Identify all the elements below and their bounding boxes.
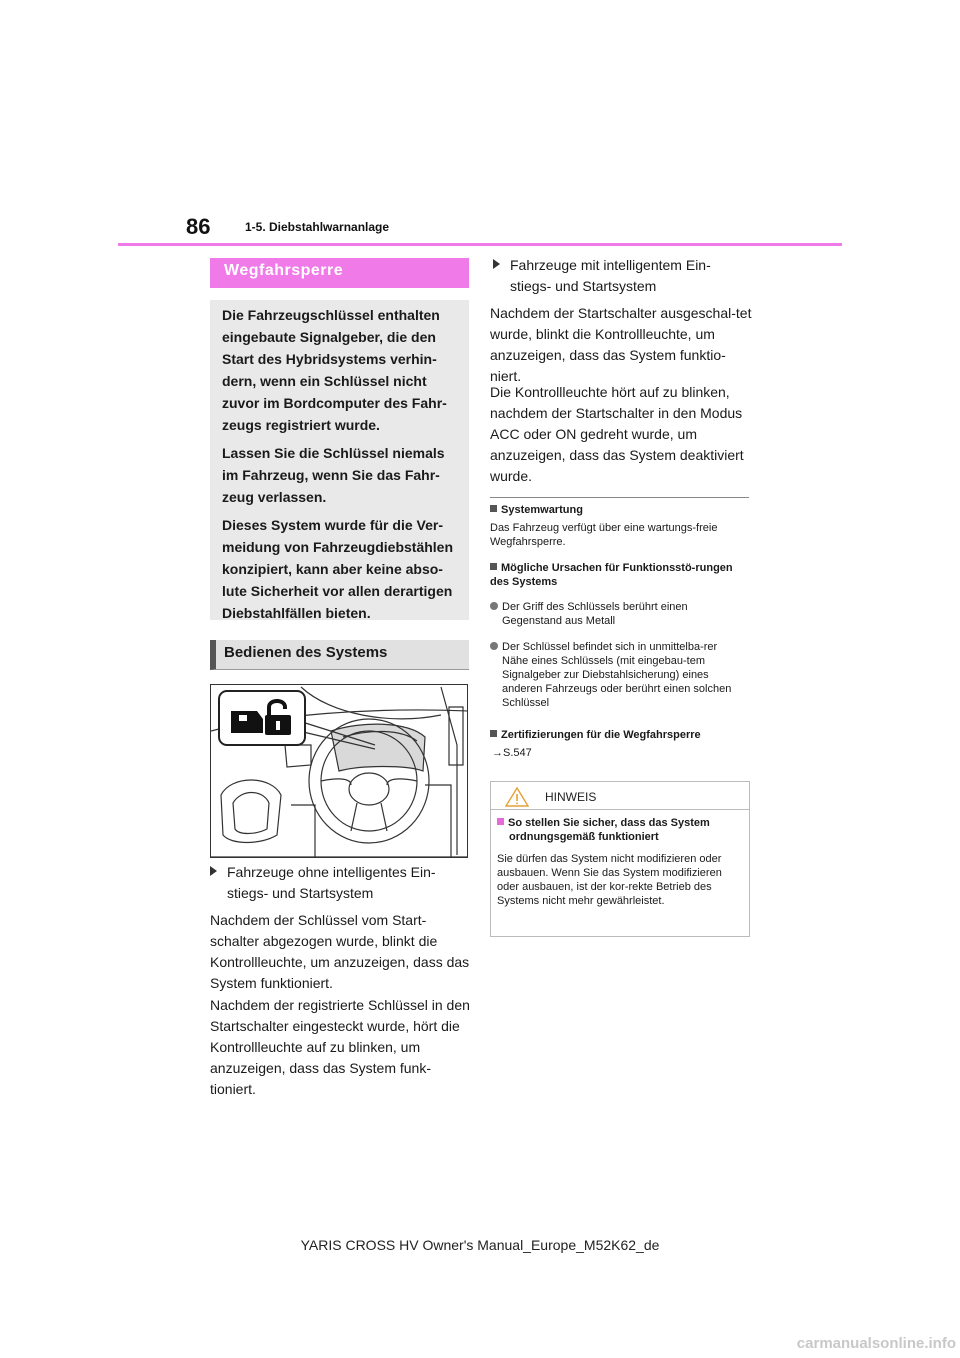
round-bullet-icon bbox=[490, 642, 498, 650]
intro-box bbox=[210, 300, 469, 620]
watermark: carmanualsonline.info bbox=[796, 1335, 956, 1352]
bullet-without-smart-entry-line2: stiegs- und Startsystem bbox=[227, 885, 374, 901]
page-number: 86 bbox=[186, 214, 211, 239]
note-zertifizierungen-heading: Zertifizierungen für die Wegfahrsperre bbox=[490, 728, 701, 742]
square-bullet-icon bbox=[497, 818, 504, 825]
paragraph-key-inserted: Nachdem der registrierte Schlüssel in den Startschalter eingesteckt wurde, hört die Kontrollleuchte auf zu blinken, um anzuzeigen, dass das System funk-tioniert. bbox=[210, 997, 470, 1097]
square-bullet-icon bbox=[490, 730, 497, 737]
bullet-with-smart-entry-line1: Fahrzeuge mit intelligentem Ein- bbox=[493, 255, 711, 276]
note-ursachen-item-1: Der Griff des Schlüssels berührt einen Gegenstand aus Metall bbox=[490, 600, 740, 628]
round-bullet-icon bbox=[490, 602, 498, 610]
footer-manual-id: YARIS CROSS HV Owner's Manual_Europe_M52K62_de bbox=[300, 1237, 660, 1253]
note-zertifizierungen-ref bbox=[492, 746, 532, 760]
paragraph-key-removed: Nachdem der Schlüssel vom Start-schalter abgezogen wurde, blinkt die Kontrollleuchte, um anzuzeigen, dass das System funktioniert. bbox=[210, 912, 470, 991]
bullet-with-smart-entry-line2: stiegs- und Startsystem bbox=[510, 278, 657, 294]
notes-divider bbox=[490, 497, 749, 498]
square-bullet-icon bbox=[490, 505, 497, 512]
triangle-bullet-icon bbox=[493, 259, 500, 269]
hinweis-header bbox=[491, 782, 749, 810]
note-systemwartung-heading: Systemwartung bbox=[490, 503, 583, 517]
note-ursachen-heading: Mögliche Ursachen für Funktionsstö-rungen des Systems bbox=[490, 562, 733, 588]
warning-triangle-icon bbox=[505, 787, 529, 807]
heading-wegfahrsperre: Wegfahrsperre bbox=[210, 258, 469, 288]
hinweis-label: HINWEIS bbox=[545, 790, 597, 804]
bullet-without-smart-entry-line1: Fahrzeuge ohne intelligentes Ein- bbox=[210, 862, 436, 883]
dashboard-illustration bbox=[210, 684, 468, 858]
paragraph-acc-on: Die Kontrollleuchte hört auf zu blinken, nachdem der Startschalter in den Modus ACC oder ON gedreht wurde, um anzuzeigen, dass das System deaktiviert wurde. bbox=[490, 384, 744, 484]
section-header: 1-5. Diebstahlwarnanlage bbox=[245, 220, 390, 234]
intro-paragraph-2: Lassen Sie die Schlüssel niemals im Fahrzeug, wenn Sie das Fahr-zeug verlassen. bbox=[222, 445, 445, 505]
square-bullet-icon bbox=[490, 563, 497, 570]
note-ursachen-item-2: Der Schlüssel befindet sich in unmittelba-rer Nähe eines Schlüssels (mit eingebau-tem Signalgeber zur Diebstahlsicherung) eines anderen Fahrzeugs oder berührt einen solchen Schlüssel bbox=[490, 640, 746, 710]
hinweis-heading: So stellen Sie sicher, dass das System ordnungsgemäß funktioniert bbox=[497, 816, 743, 844]
triangle-bullet-icon bbox=[210, 866, 217, 876]
intro-paragraph-1: Die Fahrzeugschlüssel enthalten eingebaute Signalgeber, die den Start des Hybridsystems verhin-dern, wenn ein Schlüssel nicht zuvor im Bordcomputer des Fahr-zeugs registriert wurde. bbox=[222, 307, 447, 433]
hinweis-box bbox=[490, 781, 750, 937]
arrow-right-icon: → bbox=[492, 747, 503, 759]
paragraph-switch-off: Nachdem der Startschalter ausgeschal-tet wurde, blinkt die Kontrollleuchte, um anzuzeigen, dass das System funktio-niert. bbox=[490, 305, 752, 384]
intro-paragraph-3: Dieses System wurde für die Ver-meidung von Fahrzeugdiebstählen konzipiert, kann aber keine abso-lute Sicherheit vor allen derartigen Diebstahlfällen bieten. bbox=[222, 517, 454, 621]
hinweis-text: Sie dürfen das System nicht modifizieren oder ausbauen. Wenn Sie das System modifizieren oder ausbauen, ist der kor-rekte Betrieb des Systems nicht mehr gewährleistet. bbox=[497, 853, 722, 907]
header-rule bbox=[118, 243, 842, 246]
page-reference-link[interactable]: S.547 bbox=[503, 747, 532, 759]
note-systemwartung-text: Das Fahrzeug verfügt über eine wartungs-freie Wegfahrsperre. bbox=[490, 522, 718, 548]
heading-bedienen: Bedienen des Systems bbox=[210, 640, 469, 670]
